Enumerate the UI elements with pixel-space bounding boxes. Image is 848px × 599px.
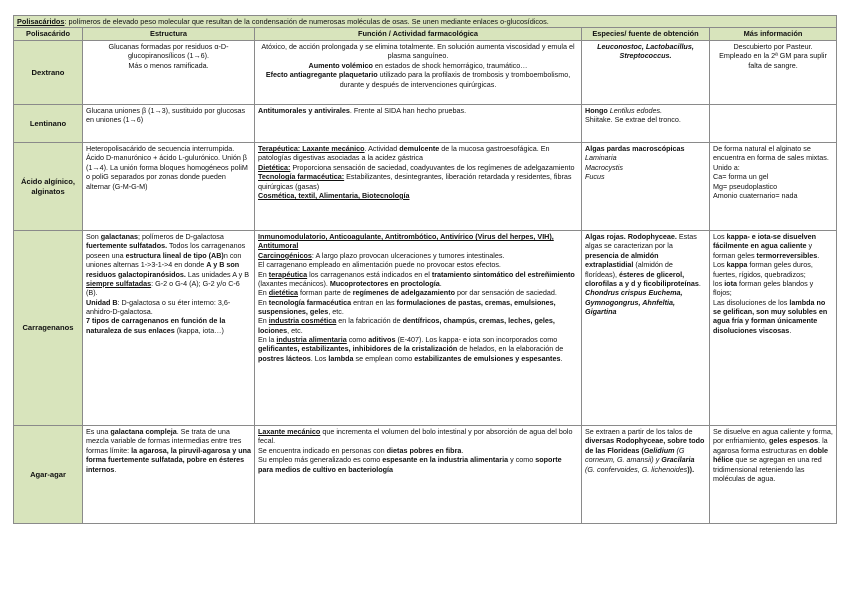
estructura-bold: siempre sulfatadas	[86, 278, 152, 288]
funcion-text: utilizado para la profilaxis de trombosis y tromboembolismo, durante y después de intervenciones quirúrgicas.	[339, 70, 571, 89]
cell-info	[710, 41, 837, 105]
funcion-bold: Antitumorales y antivirales	[258, 106, 350, 116]
cell-funcion	[255, 426, 582, 524]
funcion-text: entran en las	[351, 297, 397, 307]
funcion-text: (laxantes mecánicos).	[258, 278, 330, 288]
row-name: Ácido algínico, alginatos	[14, 143, 83, 231]
estructura-text: . Se trata de una mezcla variable de formas intermedias entre tres formas límite:	[86, 427, 242, 455]
funcion-bold: demulcente	[399, 144, 440, 154]
info-line: De forma natural el alginato se encuentra en forma de sales mixtas.	[713, 144, 829, 163]
funcion-text: Atóxico, de acción prolongada y se elimina totalmente. En solución aumenta viscosidad y emula el plasma sanguíneo.	[261, 42, 575, 61]
estructura-bold: Unidad B	[86, 297, 118, 307]
funcion-underline: industria cosmética	[268, 316, 337, 326]
cell-funcion	[255, 143, 582, 231]
funcion-text: En	[258, 297, 269, 307]
row-alginico	[14, 143, 837, 231]
info-bold: lambda no se gelifican, son muy solubles en agua fría y forman únicamente disoluciones viscosas	[713, 297, 828, 335]
info-text: Se disuelve en agua caliente y forma, por enfriamiento,	[713, 427, 833, 446]
funcion-bold: postres lácteos	[258, 353, 311, 363]
estructura-bold: estructura lineal de tipo (AB)	[125, 250, 224, 260]
info-text: que se agregan en una red tridimensional reteniendo las moléculas de agua.	[713, 455, 822, 483]
info-bold: kappa	[726, 260, 748, 270]
info-line: Mg= pseudoplastico	[713, 181, 778, 191]
funcion-bold: Mucoprotectores en proctología	[329, 278, 440, 288]
especies-text: .	[698, 278, 701, 288]
cell-especies	[582, 41, 710, 105]
info-line: Unido a:	[713, 162, 740, 172]
table-title	[14, 16, 837, 28]
row-name: Lentinano	[14, 105, 83, 143]
funcion-underline: Inmunomodulatorio, Anticoagulante, Antitrombótico, Antivírico (Virus del herpes, VIH), Antitumoral	[258, 232, 554, 251]
funcion-text: en estados de shock hemorrágico, traumático…	[372, 60, 528, 70]
funcion-underline: Terapéutica: Laxante mecánico	[258, 144, 365, 154]
info-text: Los	[713, 260, 727, 270]
funcion-underline: Cosmética, textil, Alimentaria, Biotecnología	[258, 190, 410, 200]
estructura-bold: galactanas	[100, 232, 138, 242]
funcion-text: .	[439, 278, 442, 288]
info-text: .	[789, 325, 792, 335]
funcion-text: : A largo plazo provocan ulceraciones y tumores intestinales.	[311, 250, 505, 260]
funcion-text: Estabilizantes, desintegrantes, liberación retardada y residentes, fibras quirúrgicas (gasas)	[258, 172, 572, 191]
title-text: : polímeros de elevado peso molecular que resultan de la condensación de numerosas moléculas de osas. Se unen mediante enlaces o-glucosídicos.	[64, 17, 549, 26]
funcion-bold: aditivos	[368, 335, 396, 345]
cell-especies	[582, 426, 710, 524]
info-line: Ca= forma un gel	[713, 172, 769, 182]
funcion-text: se emplean como	[353, 353, 415, 363]
especies-text: )).	[687, 464, 695, 474]
header-especies: Especies/ fuente de obtención	[582, 28, 710, 41]
row-name: Agar-agar	[14, 426, 83, 524]
funcion-underline: Carcinogénicos	[258, 250, 312, 260]
estructura-text: : D-galactosa o su éter interno: 3,6-anhidro-D-galactosa.	[86, 297, 231, 316]
especies-italic: Laminaria	[585, 153, 617, 163]
funcion-text: por dar sensación de saciedad.	[454, 288, 557, 298]
info-text: forman geles blandos y flojos;	[713, 278, 814, 298]
info-line: Amonio cuaternario= nada	[713, 190, 798, 200]
funcion-text: , etc.	[328, 306, 344, 316]
polysaccharide-table	[13, 15, 837, 524]
funcion-bold: formulaciones de pastas, cremas, emulsiones, suspensiones, geles	[258, 297, 556, 316]
funcion-underline: Tecnología farmacéutica:	[258, 172, 345, 182]
funcion-text: . Actividad	[364, 144, 400, 154]
info-text: forman geles duros, fuertes, rígidos, quebradizos;	[713, 260, 813, 279]
info-text: y forman geles	[713, 241, 813, 260]
header-row	[14, 28, 837, 41]
info-text: los	[713, 278, 725, 288]
cell-estructura	[83, 426, 255, 524]
funcion-text: como	[346, 335, 369, 345]
info-text: Las disoluciones de los	[713, 297, 790, 307]
funcion-text: Se encuentra indicado en personas con	[258, 445, 387, 455]
funcion-bold: soporte para medios de cultivo en bacteriología	[258, 455, 562, 474]
info-bold: termorreversibles	[756, 250, 818, 260]
title-row	[14, 16, 837, 28]
estructura-bold: galactana compleja	[110, 427, 177, 437]
funcion-bold: dentífricos, champús, cremas, leches, geles, lociones	[258, 316, 555, 335]
funcion-text: Proporciona sensación de saciedad, coadyuvantes de los regímenes de adelgazamiento	[290, 162, 575, 172]
especies-bold: Hongo	[585, 106, 608, 116]
header-info: Más información	[710, 28, 837, 41]
info-bold: iota	[724, 278, 737, 288]
info-text: Los	[713, 232, 727, 242]
funcion-text: . Frente al SIDA han hecho pruebas.	[349, 106, 467, 116]
funcion-text: En	[258, 269, 269, 279]
funcion-text: los carragenanos está indicados en el	[307, 269, 432, 279]
funcion-bold: tecnología farmacéutica	[268, 297, 352, 307]
info-bold: kappa- e iota-se disuelven fácilmente en agua caliente	[713, 232, 817, 251]
row-agar	[14, 426, 837, 524]
title-label: Polisacáridos	[17, 17, 65, 26]
info-text: . la agarosa forma estructuras en	[713, 436, 828, 455]
especies-text: Estas algas se caracterizan por la	[585, 232, 697, 251]
info-line: Empleado en la 2ª GM para suplir falta de sangre.	[719, 51, 827, 70]
funcion-text: Su empleo más generalizado es como	[258, 455, 383, 465]
funcion-text: El carragenano empleado en alimentación puede no provocar estos efectos.	[258, 260, 501, 270]
especies-bold: presencia de almidón extraplastidial	[585, 250, 659, 270]
especies-bold: Algas rojas. Rodophyceae.	[585, 232, 677, 242]
header-estructura: Estructura	[83, 28, 255, 41]
estructura-line: Más o menos ramificada.	[128, 60, 209, 70]
header-polisacarido: Polisacárido	[14, 28, 83, 41]
cell-estructura: Heteropolisacárido de secuencia interrumpida. Ácido D-manurónico + ácido L-gulurónico. Unión β (1→4). La unión forma bloques homogéneos poliM o poliG separados por zonas donde pueden alternar (G-M-G-M)	[83, 143, 255, 231]
funcion-text: de la mucosa gastroesofágica. En patologías digestivas asociadas a la acidez gástrica	[258, 144, 550, 163]
estructura-bold: A y B son residuos galactopiranósidos.	[86, 260, 240, 279]
row-lentinano	[14, 105, 837, 143]
estructura-text: Todos los carragenanos poseen una	[86, 241, 246, 260]
funcion-bold: gelificantes, estabilizantes, inhibidores de la cristalización	[258, 344, 458, 354]
especies-italic: Lentilus edodes.	[607, 106, 663, 116]
especies-text: Shiitake. Se extrae del tronco.	[585, 115, 681, 125]
especies-text: (G. confervoides, G. lichenoides	[585, 464, 688, 474]
funcion-bold: Efecto antiagregante plaquetario	[265, 70, 378, 80]
funcion-text: En	[258, 288, 269, 298]
especies-text: Leuconostoc, Lactobacillus, Streptococcus.	[597, 42, 694, 61]
estructura-text: Las unidades A y B	[185, 269, 249, 279]
cell-especies	[582, 105, 710, 143]
row-name: Carragenanos	[14, 231, 83, 426]
estructura-text: : G-2 o G-4 (A); G-2 y/o C-6 (B).	[86, 278, 240, 298]
funcion-bold: espesante en la industria alimentaria	[382, 455, 509, 465]
funcion-text: .	[560, 353, 563, 363]
especies-text: (G corneum, G. amansii) y	[585, 445, 685, 465]
especies-text: Se extraen a partir de los talos de	[585, 427, 693, 437]
estructura-text: ; polímeros de D-galactosa	[137, 232, 224, 242]
estructura-line: Glucanas formadas por residuos α-D-glucopiranosílicos (1→6).	[108, 42, 229, 61]
cell-funcion	[255, 231, 582, 426]
estructura-text: n con uniones alternas 1->3-1->4 en donde	[86, 250, 242, 270]
info-text: .	[817, 250, 820, 260]
especies-italic: Fucus	[585, 172, 605, 182]
especies-italic: Chondrus crispus Euchema, Gymnogongrus, Ahnfeltia, Gigartina	[585, 288, 683, 316]
cell-funcion	[255, 105, 582, 143]
funcion-underline: terapéutica	[268, 269, 308, 279]
funcion-underline: dietética	[268, 288, 298, 298]
funcion-underline: Dietética:	[258, 162, 291, 172]
funcion-bold: Aumento volémico	[308, 60, 373, 70]
especies-italic: Gelidium	[643, 445, 675, 455]
cell-estructura	[83, 231, 255, 426]
funcion-text: En la	[258, 335, 277, 345]
especies-italic: Macrocystis	[585, 162, 623, 172]
row-dextrano	[14, 41, 837, 105]
estructura-bold: la agarosa, la piruvil-agarosa y una forma fuertemente sulfatada, pobre en ésteres internos	[86, 445, 251, 474]
funcion-underline: industria alimentaria	[276, 335, 347, 345]
cell-info	[710, 231, 837, 426]
funcion-bold: tratamiento sintomático del estreñimiento	[431, 269, 575, 279]
funcion-bold: lambda	[328, 353, 354, 363]
especies-bold: diversas Rodophyceae, sobre todo de las Florideas (	[585, 436, 705, 455]
row-carragenanos	[14, 231, 837, 426]
info-line: Descubierto por Pasteur.	[733, 42, 813, 52]
cell-info	[710, 426, 837, 524]
row-name: Dextrano	[14, 41, 83, 105]
funcion-text: .	[461, 445, 464, 455]
funcion-text: (E-407). Los kappa- e iota son incorporados como	[395, 335, 558, 345]
funcion-text: en la fabricación de	[336, 316, 403, 326]
especies-bold: ésteres de glicerol, clorofilas a y d y ficobiliproteínas	[585, 269, 699, 288]
funcion-bold: regímenes de adelgazamiento	[352, 288, 455, 298]
estructura-bold: 7 tipos de carragenanos en función de la naturaleza de sus enlaces	[86, 316, 226, 335]
estructura-text: Son	[86, 232, 101, 242]
funcion-underline: Laxante mecánico	[258, 427, 321, 437]
funcion-text: de helados, en la elaboración de	[457, 344, 564, 354]
especies-italic: Gracilaria	[661, 455, 695, 465]
funcion-text: que incrementa el volumen del bolo intestinal y por absorción de agua del bolo fecal.	[258, 427, 573, 446]
cell-especies	[582, 143, 710, 231]
header-funcion: Función / Actividad farmacológica	[255, 28, 582, 41]
especies-bold: Algas pardas macroscópicas	[585, 144, 685, 154]
cell-especies	[582, 231, 710, 426]
estructura-bold: fuertemente sulfatados.	[86, 241, 168, 251]
estructura-text: .	[114, 464, 117, 474]
funcion-text: . Los	[310, 353, 329, 363]
funcion-text: y como	[508, 455, 536, 465]
cell-estructura: Glucana uniones β (1→3), sustituido por glucosas en uniones (1→6)	[83, 105, 255, 143]
cell-info	[710, 143, 837, 231]
funcion-bold: estabilizantes de emulsiones y espesantes	[414, 353, 561, 363]
funcion-bold: dietas pobres en fibra	[386, 445, 462, 455]
cell-info	[710, 105, 837, 143]
funcion-text: En	[258, 316, 269, 326]
info-bold: doble hélice	[713, 445, 829, 465]
page	[13, 15, 836, 524]
estructura-text: (kappa, iota…)	[174, 325, 224, 335]
funcion-text: forman parte de	[297, 288, 353, 298]
especies-text: (almidón de florídeas),	[585, 260, 673, 279]
cell-estructura	[83, 41, 255, 105]
cell-funcion	[255, 41, 582, 105]
estructura-text: Es una	[86, 427, 111, 437]
funcion-text: , etc.	[287, 325, 303, 335]
info-bold: geles espesos	[768, 436, 819, 446]
